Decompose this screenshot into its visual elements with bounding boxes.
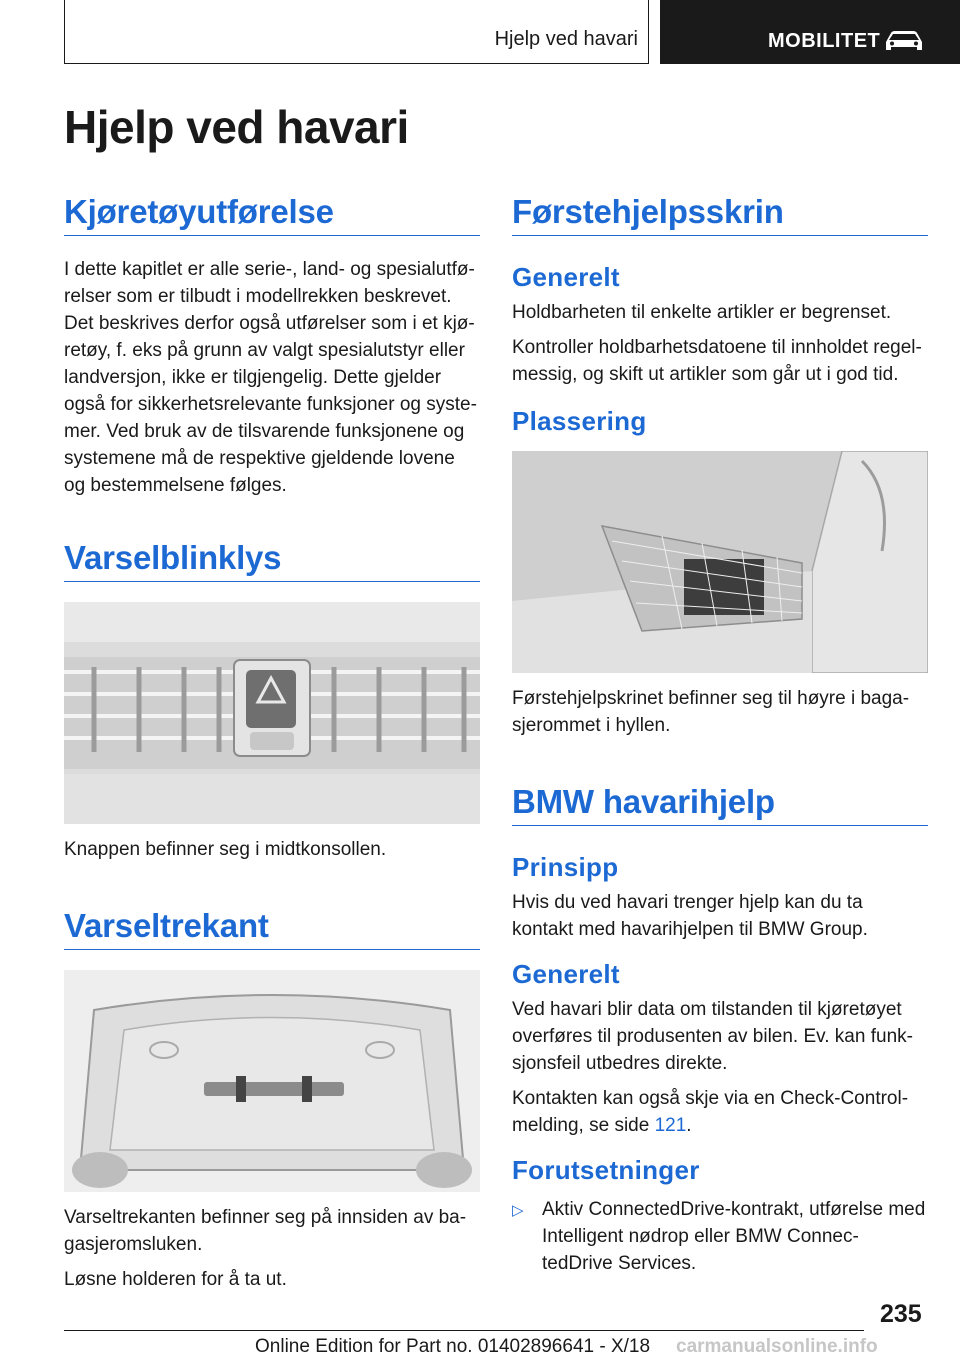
hazard-lights-caption: Knappen befinner seg i midtkonsollen. — [64, 839, 387, 860]
warning-triangle-instruction: Løsne holderen for å ta ut. — [64, 1269, 287, 1290]
assistance-text-2-start: Kontakten kan også skje via en Check-Control-melding, se side — [512, 1088, 909, 1136]
principle-text: Hvis du ved havari trenger hjelp kan du ta kontakt med havarihjelpen til BMW Group. — [512, 892, 868, 940]
right-column — [512, 193, 928, 1277]
assistance-text-1: Ved havari blir data om tilstanden til kjøretøyet overføres til produsenten av bilen. Ev. kan funk‐sjonsfeil utbedres direkte. — [512, 999, 913, 1074]
section-heading-warning-triangle: Varseltrekant — [64, 907, 480, 950]
assistance-text-2 — [512, 1085, 928, 1139]
page-title: Hjelp ved havari — [64, 101, 409, 153]
subheading-general-assistance: Generelt — [512, 959, 620, 989]
header-section-box — [64, 0, 649, 64]
requirements-list — [512, 1196, 928, 1277]
page-reference-link[interactable]: 121 — [654, 1115, 687, 1136]
header-section-title: Hjelp ved havari — [494, 28, 638, 50]
header-chapter-box — [660, 0, 960, 64]
page-number: 235 — [880, 1300, 922, 1328]
subheading-principle: Prinsipp — [512, 852, 619, 882]
subheading-location: Plassering — [512, 406, 647, 436]
list-item-text: Aktiv ConnectedDrive-kontrakt, utførelse med Intelligent nødrop eller BMW Connec‐tedDrive Services. — [542, 1199, 926, 1274]
car-icon — [882, 28, 926, 54]
list-item — [512, 1196, 928, 1277]
assistance-text-2-end: . — [686, 1115, 692, 1136]
first-aid-kit-illustration — [512, 451, 928, 673]
section-heading-vehicle-version: Kjøretøyutførelse — [64, 193, 480, 236]
hazard-button-illustration — [64, 602, 480, 824]
vehicle-version-text: I dette kapitlet er alle serie-, land- og spesialutfø‐relser som er tilbudt i modellrekken beskrevet. Det beskrives derfor også utførelser som i et kjø‐retøy, f. eks på grunn av valgt spesialutstyr eller landversjon, ikke er tilgjengelig. Dette gjelder også for sikkerhetsrelevante funksjoner og syste‐mer. Ved bruk av de tilsvarende funksjonene og systemene må de respektive gjeldende lovene og bestemmelsene følges. — [64, 259, 477, 496]
header-chapter-title: MOBILITET — [768, 30, 881, 52]
section-heading-hazard-lights: Varselblinklys — [64, 539, 480, 582]
warning-triangle-caption: Varseltrekanten befinner seg på innsiden av ba‐gasjeromsluken. — [64, 1207, 467, 1255]
section-heading-bmw-assistance: BMW havarihjelp — [512, 783, 928, 826]
first-aid-caption: Førstehjelpskrinet befinner seg til høyre i baga‐sjerommet i hyllen. — [512, 688, 910, 736]
watermark: carmanualsonline.info — [676, 1336, 878, 1357]
left-column — [64, 193, 480, 1293]
subheading-general-first-aid: Generelt — [512, 262, 620, 292]
subheading-requirements: Forutsetninger — [512, 1155, 700, 1185]
section-heading-first-aid-kit: Førstehjelpsskrin — [512, 193, 928, 236]
footer-edition: Online Edition for Part no. 01402896641 - X/18 — [255, 1336, 651, 1357]
bullet-triangle-icon: ▷ — [512, 1202, 524, 1219]
first-aid-text-2: Kontroller holdbarhetsdatoene til innholdet regel‐messig, og skift ut artikler som går ut i god tid. — [512, 337, 922, 385]
first-aid-text-1: Holdbarheten til enkelte artikler er begrenset. — [512, 302, 892, 323]
footer-divider — [64, 1330, 864, 1331]
warning-triangle-illustration — [64, 970, 480, 1192]
